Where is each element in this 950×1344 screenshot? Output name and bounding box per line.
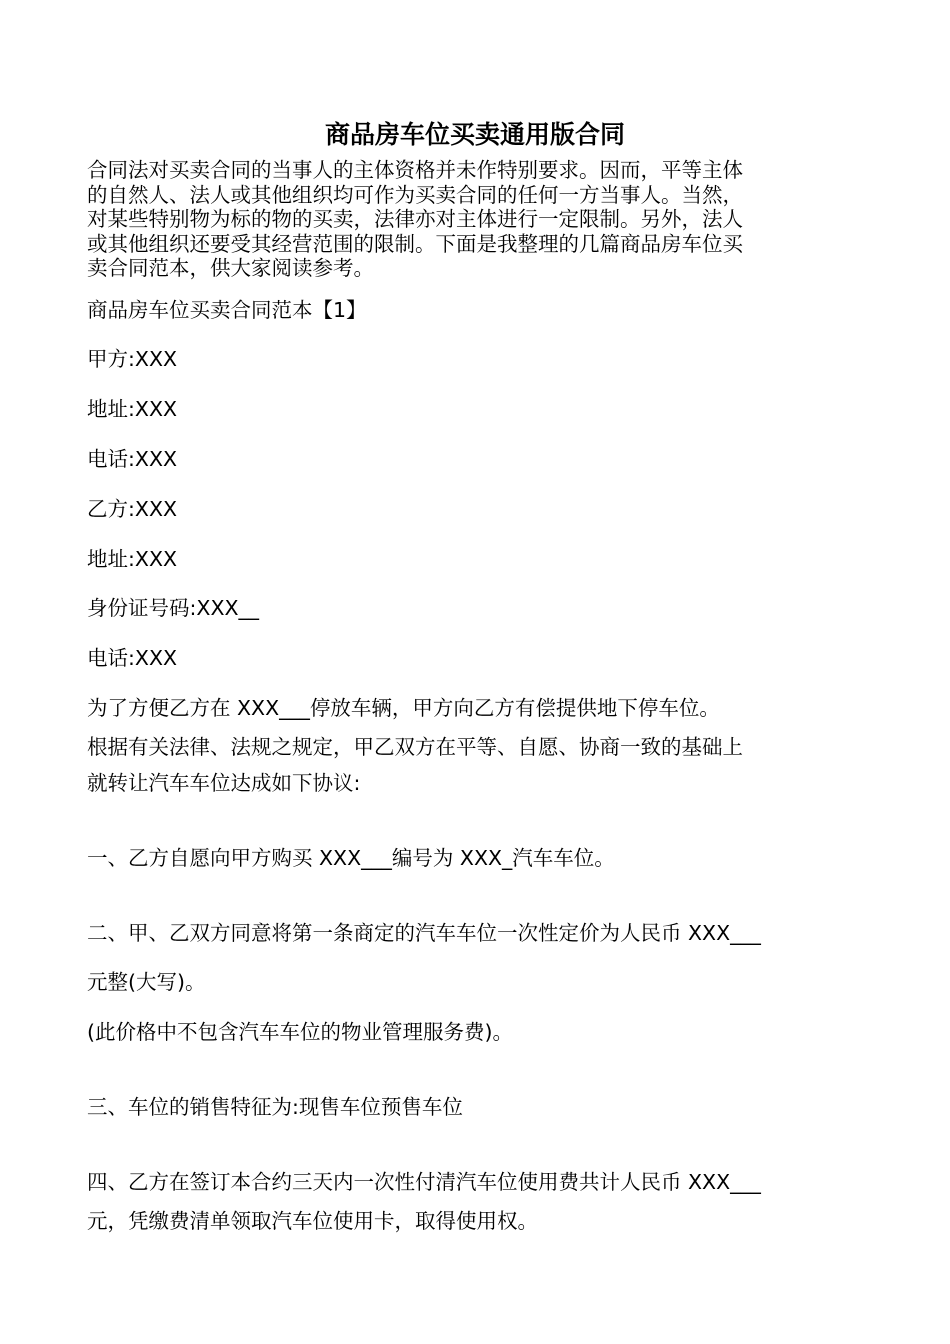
intro-line: 或其他组织还要受其经营范围的限制。下面是我整理的几篇商品房车位买 [87,231,743,256]
party-b-phone: 电话:XXX [87,646,178,670]
party-b-address: 地址:XXX [87,547,178,571]
clause-2-line: 二、甲、乙双方同意将第一条商定的汽车车位一次性定价为人民币 XXX___ [87,921,761,945]
intro-paragraph [87,158,863,281]
intro-line: 对某些特别物为标的物的买卖，法律亦对主体进行一定限制。另外，法人 [87,207,743,231]
clause-4-line: 四、乙方在签订本合约三天内一次性付清汽车位使用费共计人民币 XXX___ [87,1170,761,1194]
party-a-address: 地址:XXX [87,397,178,421]
purpose-paragraph: 为了方便乙方在 XXX___停放车辆，甲方向乙方有偿提供地下停车位。 [87,696,720,720]
clause-2-line: 元整(大写)。 [87,970,206,994]
clause-3: 三、车位的销售特征为:现售车位预售车位 [87,1095,463,1119]
party-b-id-number: 身份证号码:XXX__ [87,596,260,620]
intro-line: 的自然人、法人或其他组织均可作为买卖合同的任何一方当事人。当然， [87,182,743,207]
party-b-name: 乙方:XXX [87,497,178,521]
basis-line: 根据有关法律、法规之规定，甲乙双方在平等、自愿、协商一致的基础上 [87,735,743,759]
intro-line: 卖合同范本，供大家阅读参考。 [87,256,374,280]
party-a-name: 甲方:XXX [87,347,178,371]
basis-line: 就转让汽车车位达成如下协议: [87,771,361,795]
clause-4-line: 元，凭缴费清单领取汽车位使用卡，取得使用权。 [87,1209,538,1233]
intro-line: 合同法对买卖合同的当事人的主体资格并未作特别要求。因而，平等主体 [87,158,743,182]
sample-heading: 商品房车位买卖合同范本【1】 [87,298,367,322]
clause-1: 一、乙方自愿向甲方购买 XXX___编号为 XXX_汽车车位。 [87,846,615,870]
clause-2-note: (此价格中不包含汽车车位的物业管理服务费)。 [87,1020,513,1044]
document-title: 商品房车位买卖通用版合同 [324,120,625,149]
party-a-phone: 电话:XXX [87,447,178,471]
